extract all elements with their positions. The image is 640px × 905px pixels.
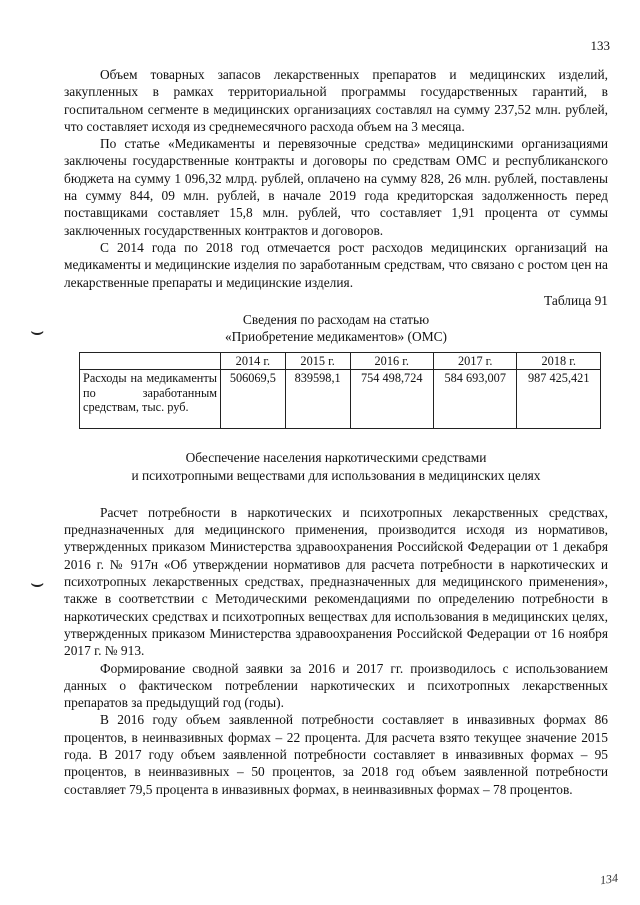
paragraph: По статье «Медикаменты и перевязочные средства» медицинскими организациями заключены государственные контракты и договоры по средствам ОМС и республиканского бюджета на сумму 1 096,32 млрд. рублей, оплачено на сумму 828, 26 млн. рублей, поставлены на сумму 844, 09 млн. рублей, в начале 2019 года кредиторская задолженность перед поставщиками составляет 15,8 млн. рублей, что составляет 1,91 процента от суммы заключенных государственных контрактов и договоров.	[64, 136, 608, 238]
table-caption-line: «Приобретение медикаментов» (ОМС)	[224, 329, 447, 345]
table-header-cell: 2016 г.	[350, 352, 433, 370]
table-header-cell: 2017 г.	[433, 352, 516, 370]
handwritten-signature: 134	[599, 870, 619, 888]
section-title	[64, 449, 608, 484]
table-row	[80, 370, 601, 429]
table-header-row	[80, 352, 601, 370]
table-header-cell: 2015 г.	[285, 352, 350, 370]
paragraph: В 2016 году объем заявленной потребности составляет в инвазивных формах 86 процентов, в неинвазивных формах – 22 процента. Для расчета взято текущее значение 2015 года. В 2017 году объем заявленной потребности составляет в инвазивных формах – 95 процентов, в неинвазивных – 50 процентов, за 2018 год объем заявленной потребности составляет 79,5 процента в инвазивных формах, в неинвазивных формах – 78 процентов.	[64, 712, 608, 797]
section-title-line: Обеспечение населения наркотическими средствами	[185, 450, 487, 466]
table-header-cell	[80, 352, 221, 370]
page-number: 133	[590, 38, 610, 53]
table-row-label: Расходы на медикаменты по заработанным средствам, тыс. руб.	[80, 370, 221, 429]
table-caption	[64, 311, 608, 346]
paragraph: С 2014 года по 2018 год отмечается рост расходов медицинских организаций на медикаменты и медицинские изделия по заработанным средствам, что связано с ростом цен на лекарственные препараты и медицинские изделия.	[64, 239, 608, 290]
margin-mark: ⌣	[30, 318, 45, 343]
paragraph: Формирование сводной заявки за 2016 и 2017 гг. производилось с использованием данных о фактическом потреблении наркотических и психотропных лекарственных препаратов за предыдущий год (годы).	[64, 660, 608, 711]
margin-mark: ⌣	[30, 570, 45, 595]
table-cell: 839598,1	[285, 370, 350, 429]
table-caption-line: Сведения по расходам на статью	[242, 312, 430, 328]
table-header-cell: 2014 г.	[221, 352, 286, 370]
paragraph: Расчет потребности в наркотических и психотропных лекарственных средствах, предназначенных для медицинского применения, производится исходя из нормативов, утвержденных приказом Министерства здравоохранения Российской Федерации от 1 декабря 2016 г. № 917н «Об утверждении нормативов для расчета потребности в наркотических и психотропных лекарственных средствах, предназначенных для медицинского применения», также в соответствии с Методическими рекомендациями по определению потребности в наркотических средствах и психотропных веществах для использования в медицинских целях, утвержденных приказом Министерства здравоохранения Российской Федерации от 16 ноября 2017 г. № 913.	[64, 504, 608, 659]
table-cell: 754 498,724	[350, 370, 433, 429]
table-cell: 506069,5	[221, 370, 286, 429]
table-header-cell: 2018 г.	[517, 352, 601, 370]
table-cell: 584 693,007	[433, 370, 516, 429]
document-body	[64, 66, 608, 798]
section-title-line: и психотропными веществами для использования в медицинских целях	[131, 467, 541, 483]
table-label: Таблица 91	[544, 292, 608, 308]
expenses-table	[79, 352, 601, 430]
paragraph: Объем товарных запасов лекарственных препаратов и медицинских изделий, закупленных в рамках территориальной программы государственных гарантий, в госпитальном сегменте в медицинских организациях составлял на сумму 237,52 млн. рублей, что составляет исходя из среднемесячного расхода объем на 3 месяца.	[64, 67, 608, 134]
table-cell: 987 425,421	[517, 370, 601, 429]
